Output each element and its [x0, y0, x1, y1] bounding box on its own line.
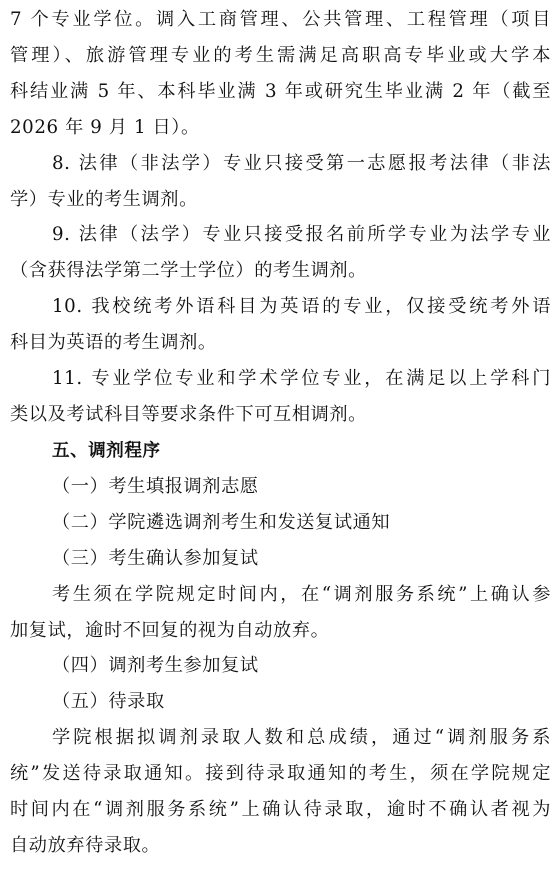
step-3-text: 考生须在学院规定时间内，在“调剂服务系统”上确认参 [52, 584, 551, 605]
step-5-text: 学院根据拟调剂录取人数和总成绩，通过“调剂服务系 [52, 727, 551, 748]
rule-item-10: 10. 我校统考外语科目为英语的专业，仅接受统考外语 [52, 296, 551, 317]
rule-item-8-cont: 学）专业的考生调剂。 [10, 189, 198, 210]
paragraph-line: 科结业满 5 年、本科毕业满 3 年或研究生毕业满 2 年（截至 [10, 81, 551, 102]
paragraph-line: 7 个专业学位。调入工商管理、公共管理、工程管理（项目 [10, 9, 551, 30]
step-2-heading: （二）学院遴选调剂考生和发送复试通知 [52, 512, 391, 533]
step-5-text-end: 自动放弃待录取。 [10, 835, 161, 856]
paragraph-line: 2026 年 9 月 1 日）。 [10, 117, 200, 138]
rule-item-9-cont: （含获得法学第二学士学位）的考生调剂。 [10, 260, 367, 281]
rule-item-8: 8. 法律（非法学）专业只接受第一志愿报考法律（非法 [52, 153, 551, 174]
rule-item-10-cont: 科目为英语的考生调剂。 [10, 332, 217, 353]
section-heading: 五、调剂程序 [52, 441, 161, 461]
step-5-text-cont: 统”发送待录取通知。接到待录取通知的考生，须在学院规定 [10, 763, 551, 784]
rule-item-9: 9. 法律（法学）专业只接受报名前所学专业为法学专业 [52, 224, 551, 245]
step-5-text-cont: 时间内在“调剂服务系统”上确认待录取，逾时不确认者视为 [10, 799, 551, 820]
step-1-heading: （一）考生填报调剂志愿 [52, 476, 259, 497]
step-3-heading: （三）考生确认参加复试 [52, 548, 259, 569]
rule-item-11: 11. 专业学位专业和学术学位专业，在满足以上学科门 [52, 368, 551, 389]
step-5-heading: （五）待录取 [52, 691, 165, 712]
step-3-text-cont: 加复试，逾时不回复的视为自动放弃。 [10, 620, 330, 641]
step-4-heading: （四）调剂考生参加复试 [52, 655, 259, 676]
rule-item-11-cont: 类以及考试科目等要求条件下可互相调剂。 [10, 404, 367, 425]
paragraph-line: 管理）、旅游管理专业的考生需满足高职高专毕业或大学本 [10, 45, 551, 66]
